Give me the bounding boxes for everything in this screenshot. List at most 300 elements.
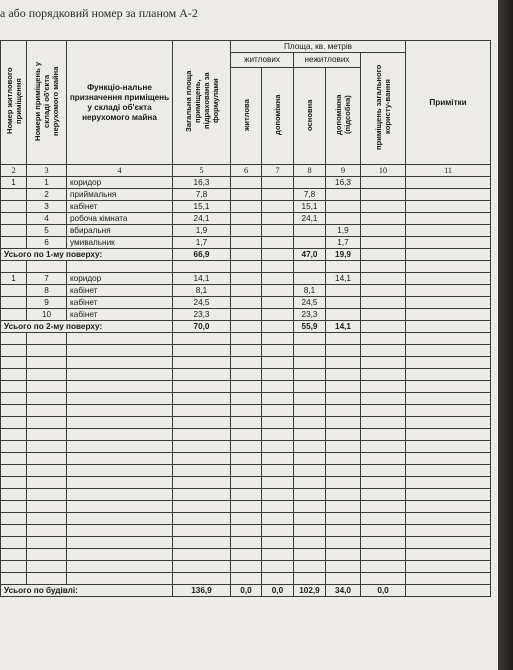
empty-cell: [67, 549, 173, 561]
cell-apt: [1, 237, 27, 249]
empty-cell: [262, 537, 294, 549]
empty-cell: [326, 369, 361, 381]
empty-cell: [231, 549, 262, 561]
empty-cell: [173, 333, 231, 345]
cell-notes: [406, 189, 491, 201]
room-area-table: [0, 40, 491, 597]
empty-cell: [262, 477, 294, 489]
empty-cell: [262, 261, 294, 273]
cell-cm: [361, 189, 406, 201]
empty-cell: [231, 453, 262, 465]
cell-la: [262, 273, 294, 285]
empty-cell: [231, 333, 262, 345]
empty-cell: [406, 333, 491, 345]
empty-cell: [173, 417, 231, 429]
empty-cell: [173, 477, 231, 489]
cell-cm: [361, 237, 406, 249]
cell-n: 6: [27, 237, 67, 249]
empty-cell: [67, 345, 173, 357]
empty-cell: [262, 501, 294, 513]
sum-cell: [361, 321, 406, 333]
empty-cell: [406, 369, 491, 381]
empty-cell: [67, 477, 173, 489]
empty-cell: [231, 429, 262, 441]
col-number: 9: [326, 165, 361, 177]
col-number: 7: [262, 165, 294, 177]
empty-cell: [262, 429, 294, 441]
col-number: 8: [294, 165, 326, 177]
header-function: Функціо-нальне призначення приміщень у складі об'єкта нерухомого майна: [67, 41, 173, 165]
empty-cell: [406, 357, 491, 369]
empty-cell: [67, 465, 173, 477]
empty-cell: [294, 453, 326, 465]
cell-total: 1,9: [173, 225, 231, 237]
empty-cell: [262, 393, 294, 405]
cell-cm: [361, 225, 406, 237]
empty-cell: [67, 489, 173, 501]
cell-la: [262, 285, 294, 297]
empty-cell: [294, 465, 326, 477]
cell-notes: [406, 237, 491, 249]
cell-notes: [406, 225, 491, 237]
empty-cell: [361, 429, 406, 441]
empty-cell: [262, 357, 294, 369]
cell-total: 15,1: [173, 201, 231, 213]
empty-row: [1, 525, 491, 537]
cell-n: 2: [27, 189, 67, 201]
empty-cell: [294, 405, 326, 417]
empty-cell: [326, 513, 361, 525]
cell-lm: [231, 273, 262, 285]
empty-cell: [27, 369, 67, 381]
header-notes: Примітки: [406, 41, 491, 165]
empty-cell: [1, 525, 27, 537]
empty-cell: [231, 465, 262, 477]
empty-cell: [361, 345, 406, 357]
empty-cell: [294, 369, 326, 381]
cell-name: кабінет: [67, 309, 173, 321]
empty-cell: [67, 261, 173, 273]
empty-cell: [27, 561, 67, 573]
total-cell: 0,0: [262, 585, 294, 597]
building-total-row: [1, 585, 491, 597]
empty-cell: [262, 549, 294, 561]
empty-cell: [1, 537, 27, 549]
empty-cell: [173, 465, 231, 477]
empty-cell: [294, 513, 326, 525]
cell-notes: [406, 201, 491, 213]
cell-la: [262, 225, 294, 237]
cell-na: 1,9: [326, 225, 361, 237]
empty-cell: [173, 405, 231, 417]
empty-cell: [262, 489, 294, 501]
empty-cell: [326, 489, 361, 501]
empty-cell: [326, 333, 361, 345]
cell-cm: [361, 285, 406, 297]
empty-cell: [173, 525, 231, 537]
sum-cell: 47,0: [294, 249, 326, 261]
empty-cell: [262, 465, 294, 477]
empty-cell: [361, 441, 406, 453]
empty-cell: [67, 333, 173, 345]
cell-la: [262, 237, 294, 249]
empty-cell: [1, 345, 27, 357]
empty-cell: [173, 393, 231, 405]
empty-cell: [294, 489, 326, 501]
empty-cell: [361, 261, 406, 273]
empty-cell: [361, 381, 406, 393]
table-row: [1, 225, 491, 237]
cell-la: [262, 189, 294, 201]
empty-row: [1, 393, 491, 405]
empty-cell: [406, 513, 491, 525]
empty-cell: [406, 501, 491, 513]
cell-nm: 23,3: [294, 309, 326, 321]
plan-caption: а або порядковий номер за планом А-2: [0, 6, 198, 20]
empty-cell: [1, 477, 27, 489]
total-cell: 0,0: [231, 585, 262, 597]
empty-cell: [173, 513, 231, 525]
empty-cell: [326, 549, 361, 561]
cell-na: [326, 285, 361, 297]
empty-cell: [1, 405, 27, 417]
cell-cm: [361, 177, 406, 189]
empty-cell: [1, 453, 27, 465]
empty-cell: [326, 525, 361, 537]
cell-nm: 24,5: [294, 297, 326, 309]
empty-cell: [361, 489, 406, 501]
empty-cell: [406, 525, 491, 537]
header-living-aux: допоміжна: [262, 68, 294, 165]
empty-cell: [173, 537, 231, 549]
empty-cell: [326, 417, 361, 429]
header-nonliving: нежитлових: [294, 53, 361, 68]
empty-cell: [262, 441, 294, 453]
empty-cell: [361, 393, 406, 405]
empty-cell: [27, 261, 67, 273]
cell-n: 7: [27, 273, 67, 285]
cell-total: 1,7: [173, 237, 231, 249]
cell-nm: [294, 273, 326, 285]
empty-cell: [231, 393, 262, 405]
empty-cell: [326, 429, 361, 441]
empty-cell: [294, 381, 326, 393]
empty-cell: [294, 441, 326, 453]
empty-cell: [173, 501, 231, 513]
empty-cell: [27, 381, 67, 393]
cell-n: 5: [27, 225, 67, 237]
cell-lm: [231, 297, 262, 309]
cell-na: [326, 213, 361, 225]
cell-na: 14,1: [326, 273, 361, 285]
empty-cell: [406, 381, 491, 393]
empty-cell: [406, 429, 491, 441]
empty-cell: [406, 477, 491, 489]
sum-cell: 70,0: [173, 321, 231, 333]
cell-nm: [294, 237, 326, 249]
cell-na: [326, 309, 361, 321]
empty-row: [1, 333, 491, 345]
empty-cell: [1, 501, 27, 513]
cell-nm: [294, 177, 326, 189]
empty-cell: [326, 405, 361, 417]
empty-row: [1, 561, 491, 573]
empty-row: [1, 453, 491, 465]
empty-cell: [406, 345, 491, 357]
cell-apt: [1, 225, 27, 237]
empty-cell: [361, 369, 406, 381]
empty-cell: [173, 429, 231, 441]
col-number: 2: [1, 165, 27, 177]
cell-n: 9: [27, 297, 67, 309]
empty-cell: [173, 381, 231, 393]
total-cell: 102,9: [294, 585, 326, 597]
cell-cm: [361, 297, 406, 309]
cell-lm: [231, 201, 262, 213]
cell-apt: 1: [1, 273, 27, 285]
table-row: [1, 297, 491, 309]
empty-cell: [173, 549, 231, 561]
cell-la: [262, 297, 294, 309]
empty-cell: [27, 477, 67, 489]
header-room-numbers: Номери приміщень у складі об'єкта нерухомого майна: [27, 41, 67, 165]
empty-cell: [1, 465, 27, 477]
empty-cell: [326, 453, 361, 465]
empty-cell: [262, 573, 294, 585]
empty-cell: [27, 465, 67, 477]
empty-cell: [1, 393, 27, 405]
empty-cell: [406, 393, 491, 405]
empty-cell: [406, 537, 491, 549]
empty-cell: [406, 417, 491, 429]
cell-apt: [1, 201, 27, 213]
cell-nm: [294, 225, 326, 237]
empty-cell: [27, 429, 67, 441]
empty-cell: [173, 357, 231, 369]
empty-cell: [262, 345, 294, 357]
cell-name: кабінет: [67, 201, 173, 213]
cell-name: вбиральня: [67, 225, 173, 237]
empty-cell: [361, 417, 406, 429]
empty-cell: [1, 489, 27, 501]
total-cell: [406, 585, 491, 597]
header-row-1: [1, 41, 491, 53]
empty-cell: [326, 573, 361, 585]
empty-cell: [1, 261, 27, 273]
empty-cell: [231, 573, 262, 585]
cell-la: [262, 309, 294, 321]
empty-cell: [67, 573, 173, 585]
table-row: [1, 309, 491, 321]
cell-name: кабінет: [67, 285, 173, 297]
empty-cell: [67, 537, 173, 549]
cell-nm: 24,1: [294, 213, 326, 225]
cell-nm: 15,1: [294, 201, 326, 213]
empty-cell: [406, 405, 491, 417]
empty-cell: [294, 525, 326, 537]
cell-n: 3: [27, 201, 67, 213]
empty-cell: [27, 501, 67, 513]
empty-cell: [326, 477, 361, 489]
empty-row: [1, 441, 491, 453]
empty-cell: [231, 345, 262, 357]
sum-cell: Усього по 2-му поверху:: [1, 321, 173, 333]
empty-cell: [173, 573, 231, 585]
empty-cell: [406, 573, 491, 585]
cell-notes: [406, 297, 491, 309]
empty-cell: [67, 381, 173, 393]
empty-row: [1, 429, 491, 441]
sum-cell: [262, 249, 294, 261]
empty-cell: [361, 537, 406, 549]
empty-cell: [231, 513, 262, 525]
sum-cell: 66,9: [173, 249, 231, 261]
empty-cell: [27, 393, 67, 405]
empty-cell: [1, 549, 27, 561]
cell-n: 10: [27, 309, 67, 321]
cell-name: кабінет: [67, 297, 173, 309]
cell-total: 16,3: [173, 177, 231, 189]
empty-cell: [27, 441, 67, 453]
empty-cell: [361, 549, 406, 561]
empty-row: [1, 417, 491, 429]
empty-cell: [262, 333, 294, 345]
empty-row: [1, 513, 491, 525]
sum-cell: Усього по 1-му поверху:: [1, 249, 173, 261]
table-row: [1, 273, 491, 285]
empty-cell: [262, 381, 294, 393]
empty-row: [1, 381, 491, 393]
empty-row: [1, 549, 491, 561]
empty-cell: [262, 417, 294, 429]
empty-cell: [67, 441, 173, 453]
cell-notes: [406, 309, 491, 321]
sum-cell: [231, 321, 262, 333]
empty-cell: [1, 573, 27, 585]
cell-name: коридор: [67, 177, 173, 189]
cell-lm: [231, 177, 262, 189]
empty-cell: [361, 525, 406, 537]
empty-cell: [294, 549, 326, 561]
header-apartment-number: Номер житлового приміщення: [1, 41, 27, 165]
empty-cell: [67, 369, 173, 381]
empty-cell: [231, 417, 262, 429]
empty-cell: [294, 333, 326, 345]
sum-cell: [231, 249, 262, 261]
empty-cell: [406, 561, 491, 573]
empty-cell: [361, 513, 406, 525]
empty-cell: [231, 261, 262, 273]
empty-cell: [173, 489, 231, 501]
col-number: 4: [67, 165, 173, 177]
sum-cell: 14,1: [326, 321, 361, 333]
cell-apt: [1, 297, 27, 309]
cell-lm: [231, 309, 262, 321]
empty-cell: [294, 537, 326, 549]
empty-cell: [326, 561, 361, 573]
empty-cell: [1, 429, 27, 441]
background-edge: [498, 0, 513, 670]
empty-row: [1, 537, 491, 549]
empty-cell: [1, 513, 27, 525]
cell-la: [262, 213, 294, 225]
cell-cm: [361, 201, 406, 213]
empty-cell: [27, 345, 67, 357]
empty-cell: [406, 261, 491, 273]
empty-cell: [262, 561, 294, 573]
empty-cell: [361, 477, 406, 489]
empty-cell: [406, 465, 491, 477]
empty-cell: [294, 261, 326, 273]
empty-cell: [173, 561, 231, 573]
empty-cell: [361, 465, 406, 477]
empty-cell: [173, 261, 231, 273]
cell-name: умивальник: [67, 237, 173, 249]
sum-cell: 55,9: [294, 321, 326, 333]
header-total-area: Загальна площа приміщень, підрахована за формулами: [173, 41, 231, 165]
empty-row: [1, 345, 491, 357]
cell-total: 8,1: [173, 285, 231, 297]
empty-cell: [262, 525, 294, 537]
empty-cell: [173, 345, 231, 357]
empty-cell: [294, 573, 326, 585]
cell-apt: [1, 285, 27, 297]
cell-n: 8: [27, 285, 67, 297]
cell-na: [326, 297, 361, 309]
col-number: 5: [173, 165, 231, 177]
empty-row: [1, 501, 491, 513]
sum-cell: [262, 321, 294, 333]
cell-la: [262, 177, 294, 189]
total-cell: 136,9: [173, 585, 231, 597]
cell-la: [262, 201, 294, 213]
empty-cell: [231, 525, 262, 537]
column-number-row: [1, 165, 491, 177]
cell-apt: [1, 213, 27, 225]
table-row: [1, 285, 491, 297]
col-number: 3: [27, 165, 67, 177]
cell-lm: [231, 225, 262, 237]
empty-row: [1, 489, 491, 501]
total-cell: 0,0: [361, 585, 406, 597]
empty-row: [1, 465, 491, 477]
empty-cell: [406, 489, 491, 501]
header-nonliving-main: основна: [294, 68, 326, 165]
cell-apt: [1, 189, 27, 201]
empty-cell: [326, 381, 361, 393]
empty-cell: [27, 549, 67, 561]
table-row: [1, 237, 491, 249]
empty-row: [1, 477, 491, 489]
empty-cell: [231, 405, 262, 417]
empty-cell: [27, 537, 67, 549]
empty-cell: [262, 369, 294, 381]
empty-cell: [67, 417, 173, 429]
empty-cell: [326, 261, 361, 273]
total-cell: 34,0: [326, 585, 361, 597]
empty-cell: [326, 537, 361, 549]
empty-cell: [27, 513, 67, 525]
empty-cell: [1, 357, 27, 369]
cell-cm: [361, 273, 406, 285]
table-row: [1, 201, 491, 213]
empty-row: [1, 573, 491, 585]
empty-cell: [1, 381, 27, 393]
empty-cell: [326, 465, 361, 477]
empty-cell: [361, 357, 406, 369]
empty-cell: [67, 393, 173, 405]
table-row: [1, 189, 491, 201]
